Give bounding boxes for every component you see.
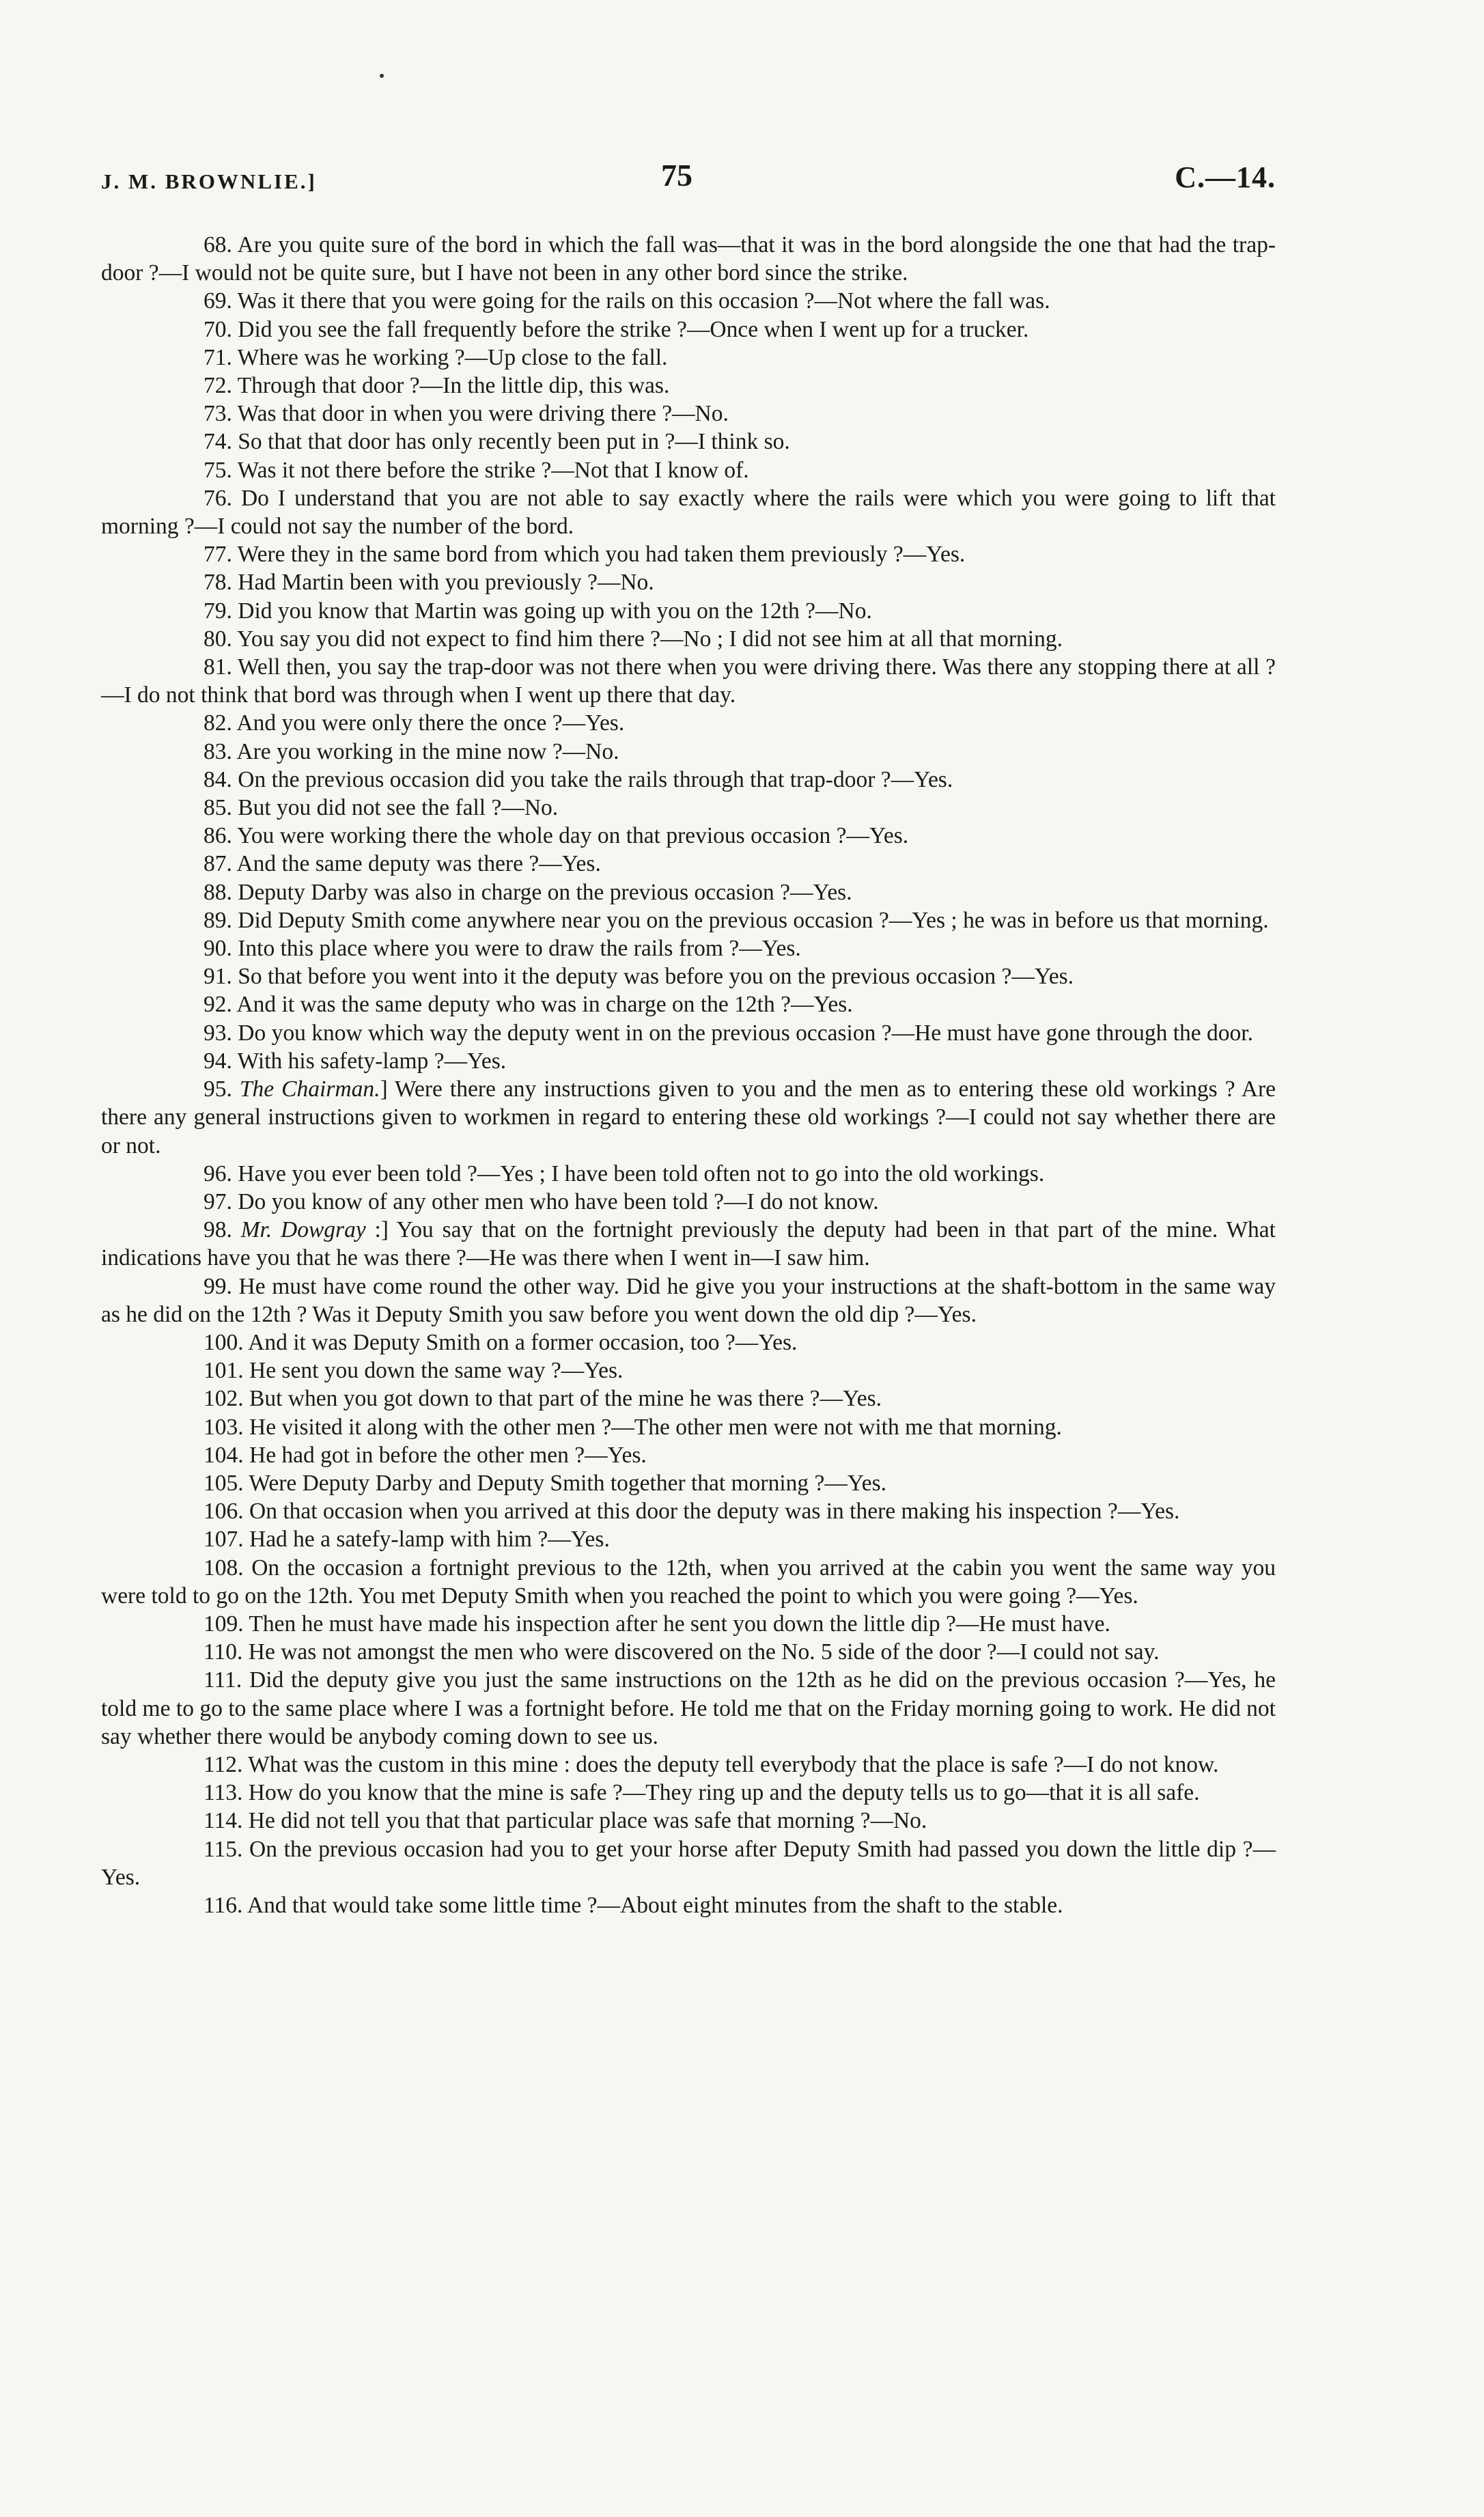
question-text: Was it there that you were going for the rails on this occasion ?—Not where the fall was. xyxy=(237,288,1050,314)
question-text: He sent you down the same way ?—Yes. xyxy=(249,1358,624,1384)
question-number: 86. xyxy=(204,823,232,849)
question-number: 75. xyxy=(204,457,232,483)
question-number: 100. xyxy=(204,1329,244,1355)
question-number: 76. xyxy=(204,485,232,511)
question-number: 107. xyxy=(204,1527,244,1553)
question-text: He visited it along with the other men ?—The other men were not with me that morning. xyxy=(249,1414,1062,1440)
question-text: On the occasion a fortnight previous to the 12th, when you arrived at the cabin you went the same way you were told to go on the 12th. You met Deputy Smith when you reached the point to which you were going ?—Yes. xyxy=(101,1555,1276,1609)
question-text: He had got in before the other men ?—Yes. xyxy=(249,1442,647,1468)
question-number: 79. xyxy=(204,598,232,624)
question-text: Are you working in the mine now ?—No. xyxy=(236,738,619,764)
question-number: 87. xyxy=(204,851,232,877)
question-text: Were they in the same bord from which you had taken them previously ?—Yes. xyxy=(237,542,966,568)
question-number: 89. xyxy=(204,907,232,933)
question-paragraph xyxy=(101,231,1276,287)
question-paragraph xyxy=(101,372,1276,400)
question-paragraph xyxy=(101,428,1276,456)
question-text: Had he a satefy-lamp with him ?—Yes. xyxy=(249,1527,610,1553)
question-text: Into this place where you were to draw the rails from ?—Yes. xyxy=(238,936,801,962)
question-text: Had Martin been with you previously ?—No. xyxy=(238,570,654,596)
question-text: Well then, you say the trap-door was not there when you were driving there. Was there any stopping there at all ?—I do not think that bord was through when I went up there that day. xyxy=(101,654,1276,708)
question-paragraph xyxy=(101,709,1276,737)
question-paragraph xyxy=(101,1891,1276,1919)
question-paragraph xyxy=(101,1019,1276,1047)
testimony-body xyxy=(101,231,1276,1919)
question-paragraph xyxy=(101,1807,1276,1835)
question-number: 116. xyxy=(204,1892,243,1918)
document-page xyxy=(101,0,1276,2517)
question-number: 88. xyxy=(204,879,232,905)
question-number: 91. xyxy=(204,964,232,990)
question-paragraph xyxy=(101,1357,1276,1385)
question-text: On the previous occasion had you to get your horse after Deputy Smith had passed you down the little dip ?—Yes. xyxy=(101,1836,1276,1890)
question-text: You were working there the whole day on that previous occasion ?—Yes. xyxy=(237,823,909,849)
question-number: 103. xyxy=(204,1414,244,1440)
question-number: 105. xyxy=(204,1470,244,1496)
question-paragraph xyxy=(101,1385,1276,1413)
question-number: 114. xyxy=(204,1808,243,1834)
question-number: 109. xyxy=(204,1611,244,1637)
question-number: 69. xyxy=(204,288,232,314)
question-paragraph xyxy=(101,990,1276,1018)
question-number: 106. xyxy=(204,1499,244,1525)
question-text: He did not tell you that that particular place was safe that morning ?—No. xyxy=(248,1808,927,1834)
question-paragraph xyxy=(101,1329,1276,1357)
question-paragraph xyxy=(101,1413,1276,1441)
question-paragraph xyxy=(101,1835,1276,1891)
question-number: 96. xyxy=(204,1160,232,1186)
question-number: 94. xyxy=(204,1048,232,1074)
question-paragraph xyxy=(101,1273,1276,1329)
question-number: 110. xyxy=(204,1639,243,1665)
question-text: You say that on the fortnight previously the deputy had been in that part of the mine. What indications have you that he was there ?—He was there when I went in—I saw him. xyxy=(101,1217,1276,1271)
speck-mark xyxy=(380,74,384,78)
question-number: 72. xyxy=(204,373,232,399)
question-text: How do you know that the mine is safe ?—They ring up and the deputy tells us to go—that it is all safe. xyxy=(248,1780,1200,1806)
question-number: 108. xyxy=(204,1555,244,1581)
question-number: 84. xyxy=(204,766,232,792)
question-paragraph xyxy=(101,653,1276,709)
question-number: 68. xyxy=(204,232,232,258)
question-text: On that occasion when you arrived at this door the deputy was in there making his inspection ?—Yes. xyxy=(249,1499,1180,1525)
witness-name: J. M. BROWNLIE.] xyxy=(101,169,317,193)
question-number: 74. xyxy=(204,429,232,455)
question-text: But you did not see the fall ?—No. xyxy=(238,795,559,821)
question-text: Have you ever been told ?—Yes ; I have been told often not to go into the old workings. xyxy=(238,1160,1045,1186)
question-paragraph xyxy=(101,597,1276,625)
question-number: 112. xyxy=(204,1751,243,1777)
question-text: So that before you went into it the deputy was before you on the previous occasion ?—Yes. xyxy=(238,964,1074,990)
question-number: 115. xyxy=(204,1836,243,1862)
question-number: 102. xyxy=(204,1386,244,1412)
question-paragraph xyxy=(101,1497,1276,1525)
question-paragraph xyxy=(101,878,1276,906)
question-text: Do you know of any other men who have been told ?—I do not know. xyxy=(238,1188,879,1214)
question-paragraph xyxy=(101,1666,1276,1751)
question-text: And the same deputy was there ?—Yes. xyxy=(236,851,601,877)
speaker-label: The Chairman.] xyxy=(239,1076,388,1102)
question-paragraph xyxy=(101,1216,1276,1272)
question-number: 78. xyxy=(204,570,232,596)
question-text: And that would take some little time ?—About eight minutes from the shaft to the stable. xyxy=(247,1892,1063,1918)
question-text: Deputy Darby was also in charge on the previous occasion ?—Yes. xyxy=(238,879,852,905)
question-paragraph xyxy=(101,934,1276,962)
question-paragraph xyxy=(101,794,1276,822)
question-text: Did you see the fall frequently before the strike ?—Once when I went up for a trucker. xyxy=(238,316,1029,342)
question-number: 82. xyxy=(204,710,232,736)
question-number: 101. xyxy=(204,1358,244,1384)
question-text: And it was the same deputy who was in charge on the 12th ?—Yes. xyxy=(236,992,853,1018)
question-text: And it was Deputy Smith on a former occasion, too ?—Yes. xyxy=(248,1329,798,1355)
question-paragraph xyxy=(101,287,1276,315)
question-paragraph xyxy=(101,962,1276,990)
question-text: Did Deputy Smith come anywhere near you on the previous occasion ?—Yes ; he was in before us that morning. xyxy=(238,907,1269,933)
question-text: He was not amongst the men who were discovered on the No. 5 side of the door ?—I could not say. xyxy=(248,1639,1160,1665)
question-number: 90. xyxy=(204,936,232,962)
question-text: Did you know that Martin was going up with you on the 12th ?—No. xyxy=(238,598,872,624)
question-number: 80. xyxy=(204,626,232,652)
question-text: Do I understand that you are not able to say exactly where the rails were which you were going to lift that morning ?—I could not say the number of the bord. xyxy=(101,485,1276,540)
question-number: 83. xyxy=(204,738,232,764)
page-number: 75 xyxy=(661,158,692,193)
document-reference: C.—14. xyxy=(1175,161,1276,194)
question-paragraph xyxy=(101,1188,1276,1216)
question-text: Through that door ?—In the little dip, this was. xyxy=(237,373,670,399)
question-paragraph xyxy=(101,766,1276,794)
question-text: So that that door has only recently been put in ?—I think so. xyxy=(238,429,790,455)
question-paragraph xyxy=(101,1554,1276,1610)
question-paragraph xyxy=(101,1751,1276,1779)
question-paragraph xyxy=(101,1441,1276,1469)
question-number: 95. xyxy=(204,1076,232,1102)
question-paragraph xyxy=(101,540,1276,568)
question-paragraph xyxy=(101,1779,1276,1807)
question-text: Were Deputy Darby and Deputy Smith together that morning ?—Yes. xyxy=(249,1470,886,1496)
question-text: Then he must have made his inspection after he sent you down the little dip ?—He must have. xyxy=(249,1611,1110,1637)
question-text: Are you quite sure of the bord in which the fall was—that it was in the bord alongside the one that had the trap-door ?—I would not be quite sure, but I have not been in any other bord since the strike. xyxy=(101,232,1276,286)
question-paragraph xyxy=(101,1075,1276,1160)
question-paragraph xyxy=(101,822,1276,850)
question-text: With his safety-lamp ?—Yes. xyxy=(237,1048,507,1074)
question-number: 71. xyxy=(204,344,232,370)
question-text: Was it not there before the strike ?—Not that I know of. xyxy=(237,457,749,483)
question-paragraph xyxy=(101,1469,1276,1497)
question-text: Do you know which way the deputy went in on the previous occasion ?—He must have gone through the door. xyxy=(238,1020,1253,1046)
question-paragraph xyxy=(101,1638,1276,1666)
question-number: 97. xyxy=(204,1188,232,1214)
question-number: 92. xyxy=(204,992,232,1018)
question-number: 77. xyxy=(204,542,232,568)
question-text: Where was he working ?—Up close to the fall. xyxy=(237,344,668,370)
question-number: 85. xyxy=(204,795,232,821)
question-number: 98. xyxy=(204,1217,232,1243)
question-text: On the previous occasion did you take the rails through that trap-door ?—Yes. xyxy=(238,766,953,792)
question-paragraph xyxy=(101,1610,1276,1638)
question-paragraph xyxy=(101,344,1276,372)
question-paragraph xyxy=(101,625,1276,653)
question-number: 70. xyxy=(204,316,232,342)
question-paragraph xyxy=(101,316,1276,344)
question-paragraph xyxy=(101,456,1276,484)
question-paragraph xyxy=(101,568,1276,596)
question-number: 73. xyxy=(204,401,232,427)
question-number: 104. xyxy=(204,1442,244,1468)
question-text: And you were only there the once ?—Yes. xyxy=(236,710,625,736)
question-number: 93. xyxy=(204,1020,232,1046)
question-paragraph xyxy=(101,1160,1276,1188)
question-paragraph xyxy=(101,850,1276,878)
question-paragraph xyxy=(101,906,1276,934)
question-paragraph xyxy=(101,1525,1276,1553)
speaker-label: Mr. Dowgray :] xyxy=(240,1217,389,1243)
question-paragraph xyxy=(101,738,1276,766)
question-number: 111. xyxy=(204,1667,242,1693)
question-number: 99. xyxy=(204,1273,232,1299)
question-text: Were there any instructions given to you and the men as to entering these old workings ? Are there any general instructions given to workmen in regard to entering these old workings ?—I could not say whether there are or not. xyxy=(101,1076,1276,1158)
question-number: 81. xyxy=(204,654,232,680)
page-header xyxy=(101,157,1276,212)
question-paragraph xyxy=(101,484,1276,540)
question-text: You say you did not expect to find him there ?—No ; I did not see him at all that morning. xyxy=(237,626,1063,652)
question-number: 113. xyxy=(204,1780,243,1806)
question-text: Did the deputy give you just the same instructions on the 12th as he did on the previous occasion ?—Yes, he told me to go to the same place where I was a fortnight before. He told me that on the Friday morning going to work. He did not say whether there would be anybody coming down to see us. xyxy=(101,1667,1276,1749)
question-text: But when you got down to that part of the mine he was there ?—Yes. xyxy=(249,1386,882,1412)
question-paragraph xyxy=(101,1047,1276,1075)
question-text: What was the custom in this mine : does the deputy tell everybody that the place is safe ?—I do not know. xyxy=(248,1751,1219,1777)
question-text: He must have come round the other way. Did he give you your instructions at the shaft-bottom in the same way as he did on the 12th ? Was it Deputy Smith you saw before you went down the old dip ?—Yes. xyxy=(101,1273,1276,1327)
question-text: Was that door in when you were driving there ?—No. xyxy=(237,401,729,427)
question-paragraph xyxy=(101,400,1276,428)
